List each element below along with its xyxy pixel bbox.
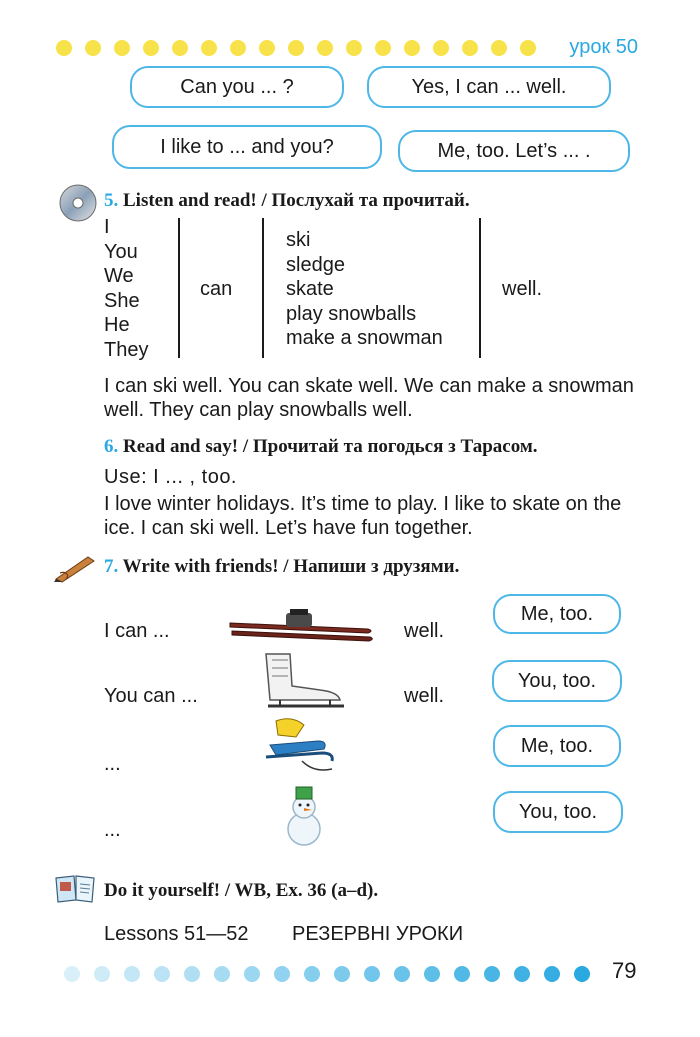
table-divider bbox=[178, 218, 180, 358]
ex7-row-left: I can ... bbox=[104, 620, 170, 642]
bottom-dot bbox=[394, 966, 410, 982]
bottom-dot bbox=[184, 966, 200, 982]
ex7-row-left: ... bbox=[104, 753, 121, 775]
skates-image bbox=[260, 650, 346, 712]
verbs-column: ski sledge skate play snowballs make a snowman bbox=[286, 229, 443, 349]
table-divider bbox=[262, 218, 264, 358]
footer-reserve: РЕЗЕРВНІ УРОКИ bbox=[292, 923, 464, 945]
bottom-dot bbox=[64, 966, 80, 982]
skis-image bbox=[228, 605, 376, 645]
exercise-7-title: 7. Write with friends! / Напиши з друзями. bbox=[104, 556, 460, 577]
page-number: 79 bbox=[612, 958, 637, 983]
bottom-dots-decoration bbox=[64, 966, 594, 982]
sledge-image bbox=[262, 715, 336, 777]
phrase-bubble: Yes, I can ... well. bbox=[367, 66, 611, 108]
footer-lessons: Lessons 51—52 bbox=[104, 923, 249, 945]
bottom-dot bbox=[544, 966, 560, 982]
bottom-dot bbox=[514, 966, 530, 982]
reply-bubble: You, too. bbox=[492, 660, 622, 702]
phrase-bubble: I like to ... and you? bbox=[112, 125, 382, 169]
bottom-dot bbox=[454, 966, 470, 982]
adverb: well. bbox=[502, 278, 543, 300]
top-dots-decoration bbox=[56, 40, 556, 56]
ex7-row-left: You can ... bbox=[104, 685, 198, 707]
bottom-dot bbox=[124, 966, 140, 982]
reply-bubble: Me, too. bbox=[493, 594, 621, 634]
cd-icon[interactable] bbox=[58, 183, 98, 223]
bottom-dot bbox=[244, 966, 260, 982]
homework-text: Do it yourself! / WB, Ex. 36 (a–d). bbox=[104, 880, 379, 901]
bottom-dot bbox=[364, 966, 380, 982]
ex7-row-right: well. bbox=[404, 620, 445, 642]
exercise-5-text: I can ski well. You can skate well. We can make a snowman well. They can play snowballs well. bbox=[104, 375, 634, 421]
bottom-dot bbox=[214, 966, 230, 982]
bottom-dot bbox=[154, 966, 170, 982]
bottom-dot bbox=[484, 966, 500, 982]
exercise-6-text: I love winter holidays. It’s time to play. I like to skate on the ice. I can ski well. Let’s have fun together. bbox=[104, 493, 622, 539]
bottom-dot bbox=[94, 966, 110, 982]
ex7-row-right: well. bbox=[404, 685, 445, 707]
ex7-row-left: ... bbox=[104, 819, 121, 841]
modal-verb: can bbox=[200, 278, 233, 300]
exercise-6-use: Use: I ... , too. bbox=[104, 466, 237, 488]
book-icon bbox=[54, 872, 98, 904]
bottom-dot bbox=[304, 966, 320, 982]
bottom-dot bbox=[274, 966, 290, 982]
phrase-bubble: Me, too. Let’s ... . bbox=[398, 130, 630, 172]
table-divider bbox=[479, 218, 481, 358]
bottom-dot bbox=[334, 966, 350, 982]
exercise-6-title: 6. Read and say! / Прочитай та погодься з Тарасом. bbox=[104, 436, 538, 457]
exercise-5-title: 5. Listen and read! / Послухай та прочитай. bbox=[104, 190, 470, 211]
bottom-dot bbox=[424, 966, 440, 982]
subjects-column: I You We She He They bbox=[104, 216, 149, 361]
reply-bubble: You, too. bbox=[493, 791, 623, 833]
bottom-dot bbox=[574, 966, 590, 982]
pen-icon bbox=[52, 553, 98, 583]
lesson-tag: урок 50 bbox=[569, 36, 638, 58]
phrase-bubble: Can you ... ? bbox=[130, 66, 344, 108]
snowman-image bbox=[274, 783, 334, 847]
reply-bubble: Me, too. bbox=[493, 725, 621, 767]
